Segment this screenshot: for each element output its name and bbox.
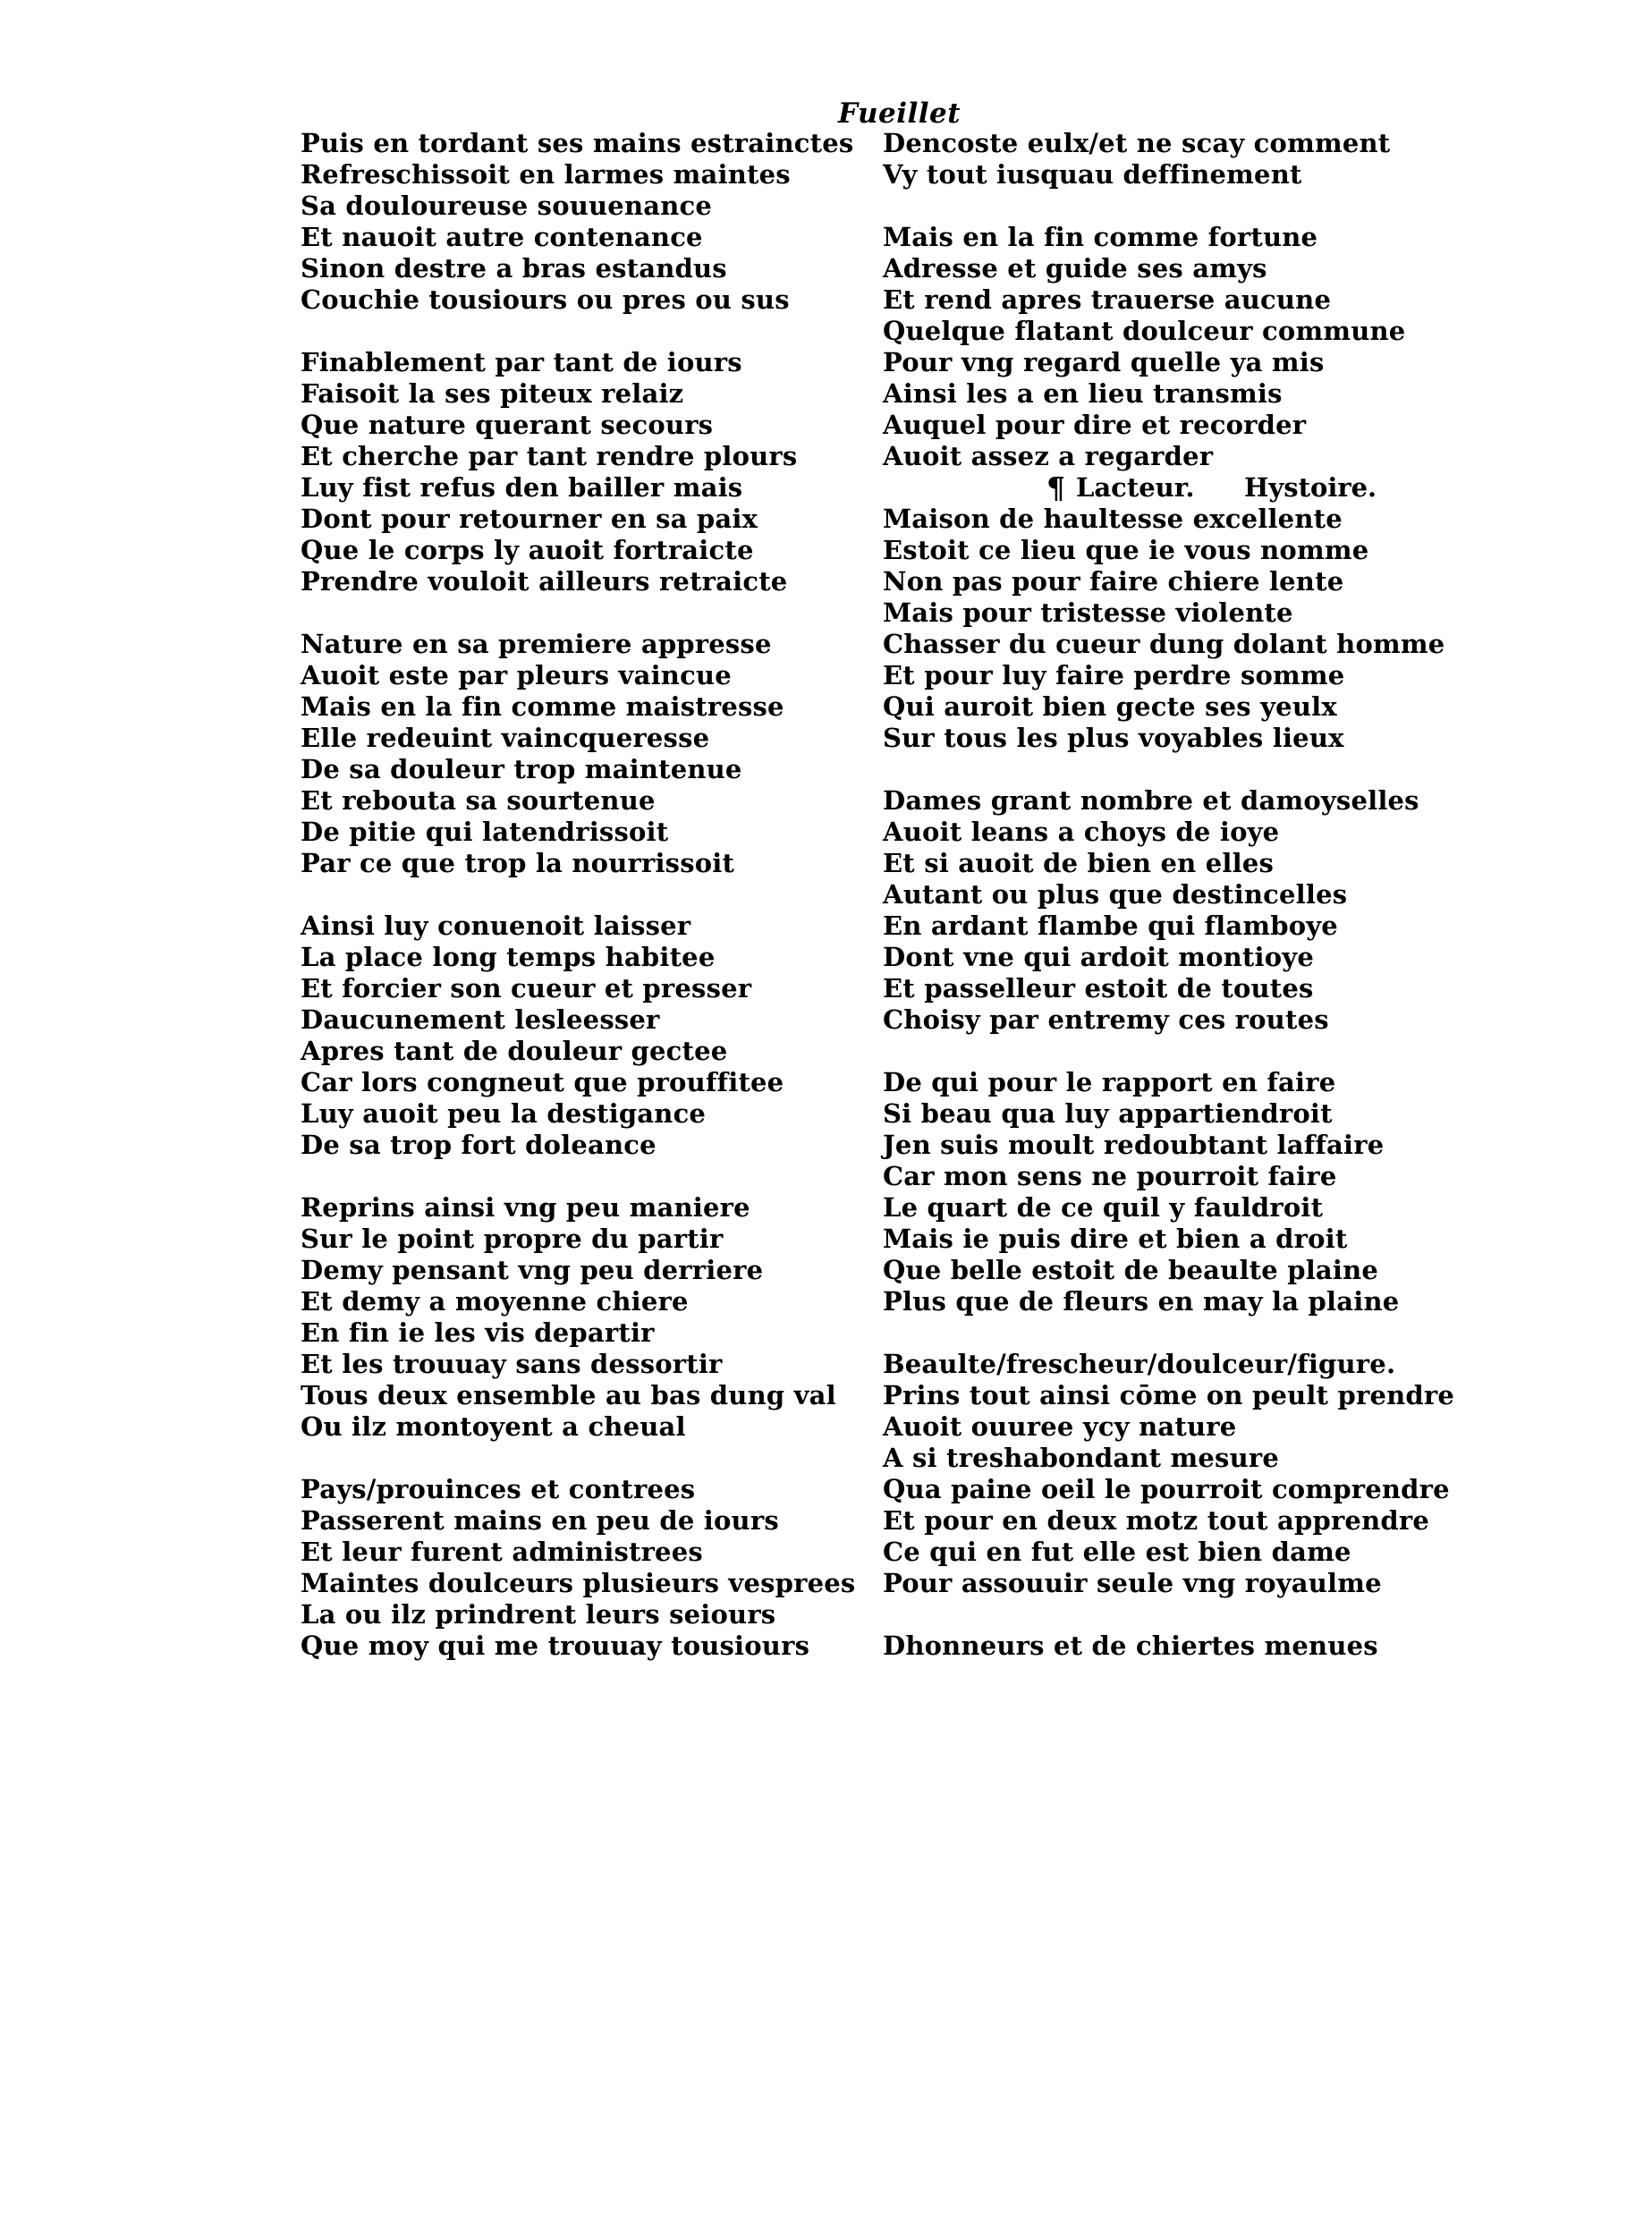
verse-line: Mais en la fin comme fortune — [883, 222, 1318, 252]
verse-line: Sur le point propre du partir — [301, 1224, 724, 1254]
verse-line: Quelque flatant doulceur commune — [883, 316, 1406, 346]
verse-line: De sa douleur trop maintenue — [301, 754, 742, 784]
verse-line: Et leur furent administrees — [301, 1537, 703, 1567]
verse-line: Et demy a moyenne chiere — [301, 1286, 689, 1317]
verse-line: De sa trop fort doleance — [301, 1130, 657, 1160]
verse-line: Reprins ainsi vng peu maniere — [301, 1192, 750, 1223]
speaker-label: Lacteur. — [1076, 472, 1195, 503]
verse-line: Que belle estoit de beaulte plaine — [883, 1255, 1379, 1285]
verse-line: Mais ie puis dire et bien a droit — [883, 1224, 1348, 1254]
verse-line: Prins tout ainsi cōme on peult prendre — [883, 1380, 1455, 1410]
stanza — [883, 1630, 1455, 1662]
verse-line: Auquel pour dire et recorder — [883, 410, 1307, 440]
folio-header: Fueillet — [838, 97, 962, 130]
left-column — [301, 128, 873, 1693]
verse-line: Et passelleur estoit de toutes — [883, 973, 1314, 1004]
verse-line: Et rebouta sa sourtenue — [301, 785, 656, 816]
verse-line: Et si auoit de bien en elles — [883, 848, 1275, 878]
section-header — [883, 472, 1455, 504]
verse-line: Couchie tousiours ou pres ou sus — [301, 284, 790, 315]
verse-line: Par ce que trop la nourrissoit — [301, 848, 735, 878]
verse-line: Finablement par tant de iours — [301, 347, 742, 377]
verse-line: Pays/prouinces et contrees — [301, 1474, 696, 1504]
verse-line: Car mon sens ne pourroit faire — [883, 1161, 1337, 1191]
verse-line: Le quart de ce quil y fauldroit — [883, 1192, 1324, 1223]
verse-line: Maison de haultesse excellente — [883, 504, 1343, 534]
verse-line: Dames grant nombre et damoyselles — [883, 785, 1419, 816]
verse-line: En ardant flambe qui flamboye — [883, 910, 1338, 941]
verse-line: Et cherche par tant rendre plours — [301, 441, 798, 471]
verse-line: Si beau qua luy appartiendroit — [883, 1098, 1333, 1129]
verse-line: Mais en la fin comme maistresse — [301, 691, 784, 722]
verse-line: Sa douloureuse souuenance — [301, 191, 713, 221]
verse-line: Maintes doulceurs plusieurs vesprees — [301, 1568, 856, 1598]
verse-line: De qui pour le rapport en faire — [883, 1067, 1336, 1097]
verse-line: Auoit este par pleurs vaincue — [301, 660, 732, 690]
verse-line: Et forcier son cueur et presser — [301, 973, 752, 1004]
verse-line: Choisy par entremy ces routes — [883, 1004, 1329, 1035]
verse-line: Auoit ouuree ycy nature — [883, 1411, 1237, 1442]
stanza — [301, 629, 873, 879]
verse-line: Luy fist refus den bailler mais — [301, 472, 743, 503]
right-column — [883, 128, 1455, 1693]
verse-line: Beaulte/frescheur/doulceur/figure. — [883, 1349, 1396, 1379]
verse-line: Et nauoit autre contenance — [301, 222, 703, 252]
verse-line: Sur tous les plus voyables lieux — [883, 723, 1344, 753]
verse-line: Plus que de fleurs en may la plaine — [883, 1286, 1400, 1317]
verse-line: Dencoste eulx/et ne scay comment — [883, 128, 1391, 158]
verse-line: Chasser du cueur dung dolant homme — [883, 629, 1445, 659]
verse-line: Vy tout iusquau deffinement — [883, 159, 1302, 190]
verse-line: Passerent mains en peu de iours — [301, 1505, 779, 1536]
verse-line: Que le corps ly auoit fortraicte — [301, 535, 754, 565]
verse-line: Demy pensant vng peu derriere — [301, 1255, 764, 1285]
verse-line: Pour assouuir seule vng royaulme — [883, 1568, 1382, 1598]
verse-line: Adresse et guide ses amys — [883, 253, 1267, 284]
verse-line: Ainsi les a en lieu transmis — [883, 378, 1283, 409]
verse-line: De pitie qui latendrissoit — [301, 817, 669, 847]
stanza — [883, 128, 1455, 191]
verse-line: Que nature querant secours — [301, 410, 714, 440]
verse-line: Prendre vouloit ailleurs retraicte — [301, 566, 788, 597]
verse-line: La ou ilz prindrent leurs seiours — [301, 1599, 776, 1630]
verse-line: Mais pour tristesse violente — [883, 597, 1293, 628]
stanza — [301, 1474, 873, 1662]
verse-line: Qui auroit bien gecte ses yeulx — [883, 691, 1337, 722]
verse-line: Ou ilz montoyent a cheual — [301, 1411, 686, 1442]
verse-line: Auoit leans a choys de ioye — [883, 817, 1280, 847]
verse-line: Et rend apres trauerse aucune — [883, 284, 1332, 315]
verse-line: Ainsi luy conuenoit laisser — [301, 910, 691, 941]
verse-line: Puis en tordant ses mains estrainctes — [301, 128, 854, 158]
verse-line: Et les trouuay sans dessortir — [301, 1349, 723, 1379]
verse-line: Auoit assez a regarder — [883, 441, 1214, 471]
verse-line: Qua paine oeil le pourroit comprendre — [883, 1474, 1450, 1504]
stanza — [883, 1067, 1455, 1317]
verse-line: Apres tant de douleur gectee — [301, 1036, 728, 1066]
verse-line: Autant ou plus que destincelles — [883, 879, 1348, 910]
verse-line: Jen suis moult redoubtant laffaire — [883, 1130, 1385, 1160]
verse-line: Refreschissoit en larmes maintes — [301, 159, 791, 190]
verse-line: Car lors congneut que prouffitee — [301, 1067, 784, 1097]
verse-line: Et pour luy faire perdre somme — [883, 660, 1345, 690]
verse-line: Et pour en deux motz tout apprendre — [883, 1505, 1429, 1536]
verse-line: Tous deux ensemble au bas dung val — [301, 1380, 836, 1410]
stanza — [301, 128, 873, 316]
verse-line: Dont pour retourner en sa paix — [301, 504, 758, 534]
stanza — [301, 1192, 873, 1443]
verse-line: Elle redeuint vaincqueresse — [301, 723, 710, 753]
pilcrow-icon: ¶ — [1046, 470, 1065, 505]
verse-line: Non pas pour faire chiere lente — [883, 566, 1344, 597]
verse-line: Sinon destre a bras estandus — [301, 253, 727, 284]
section-label: Hystoire. — [1244, 472, 1377, 503]
verse-line: Estoit ce lieu que ie vous nomme — [883, 535, 1369, 565]
verse-line: Ce qui en fut elle est bien dame — [883, 1537, 1351, 1567]
verse-line: Pour vng regard quelle ya mis — [883, 347, 1325, 377]
verse-line: La place long temps habitee — [301, 942, 716, 972]
stanza — [883, 785, 1455, 1036]
verse-line: Dont vne qui ardoit montioye — [883, 942, 1314, 972]
verse-line: Nature en sa premiere appresse — [301, 629, 772, 659]
stanza — [301, 347, 873, 597]
verse-line: En fin ie les vis departir — [301, 1317, 655, 1348]
verse-line: Que moy qui me trouuay tousiours — [301, 1630, 810, 1661]
stanza — [883, 504, 1455, 754]
verse-line: Faisoit la ses piteux relaiz — [301, 378, 684, 409]
stanza — [301, 910, 873, 1161]
verse-line: A si treshabondant mesure — [883, 1443, 1279, 1473]
verse-line: Luy auoit peu la destigance — [301, 1098, 707, 1129]
verse-line: Daucunement lesleesser — [301, 1004, 660, 1035]
verse-line: Dhonneurs et de chiertes menues — [883, 1630, 1378, 1661]
stanza — [883, 1349, 1455, 1599]
stanza — [883, 222, 1455, 504]
